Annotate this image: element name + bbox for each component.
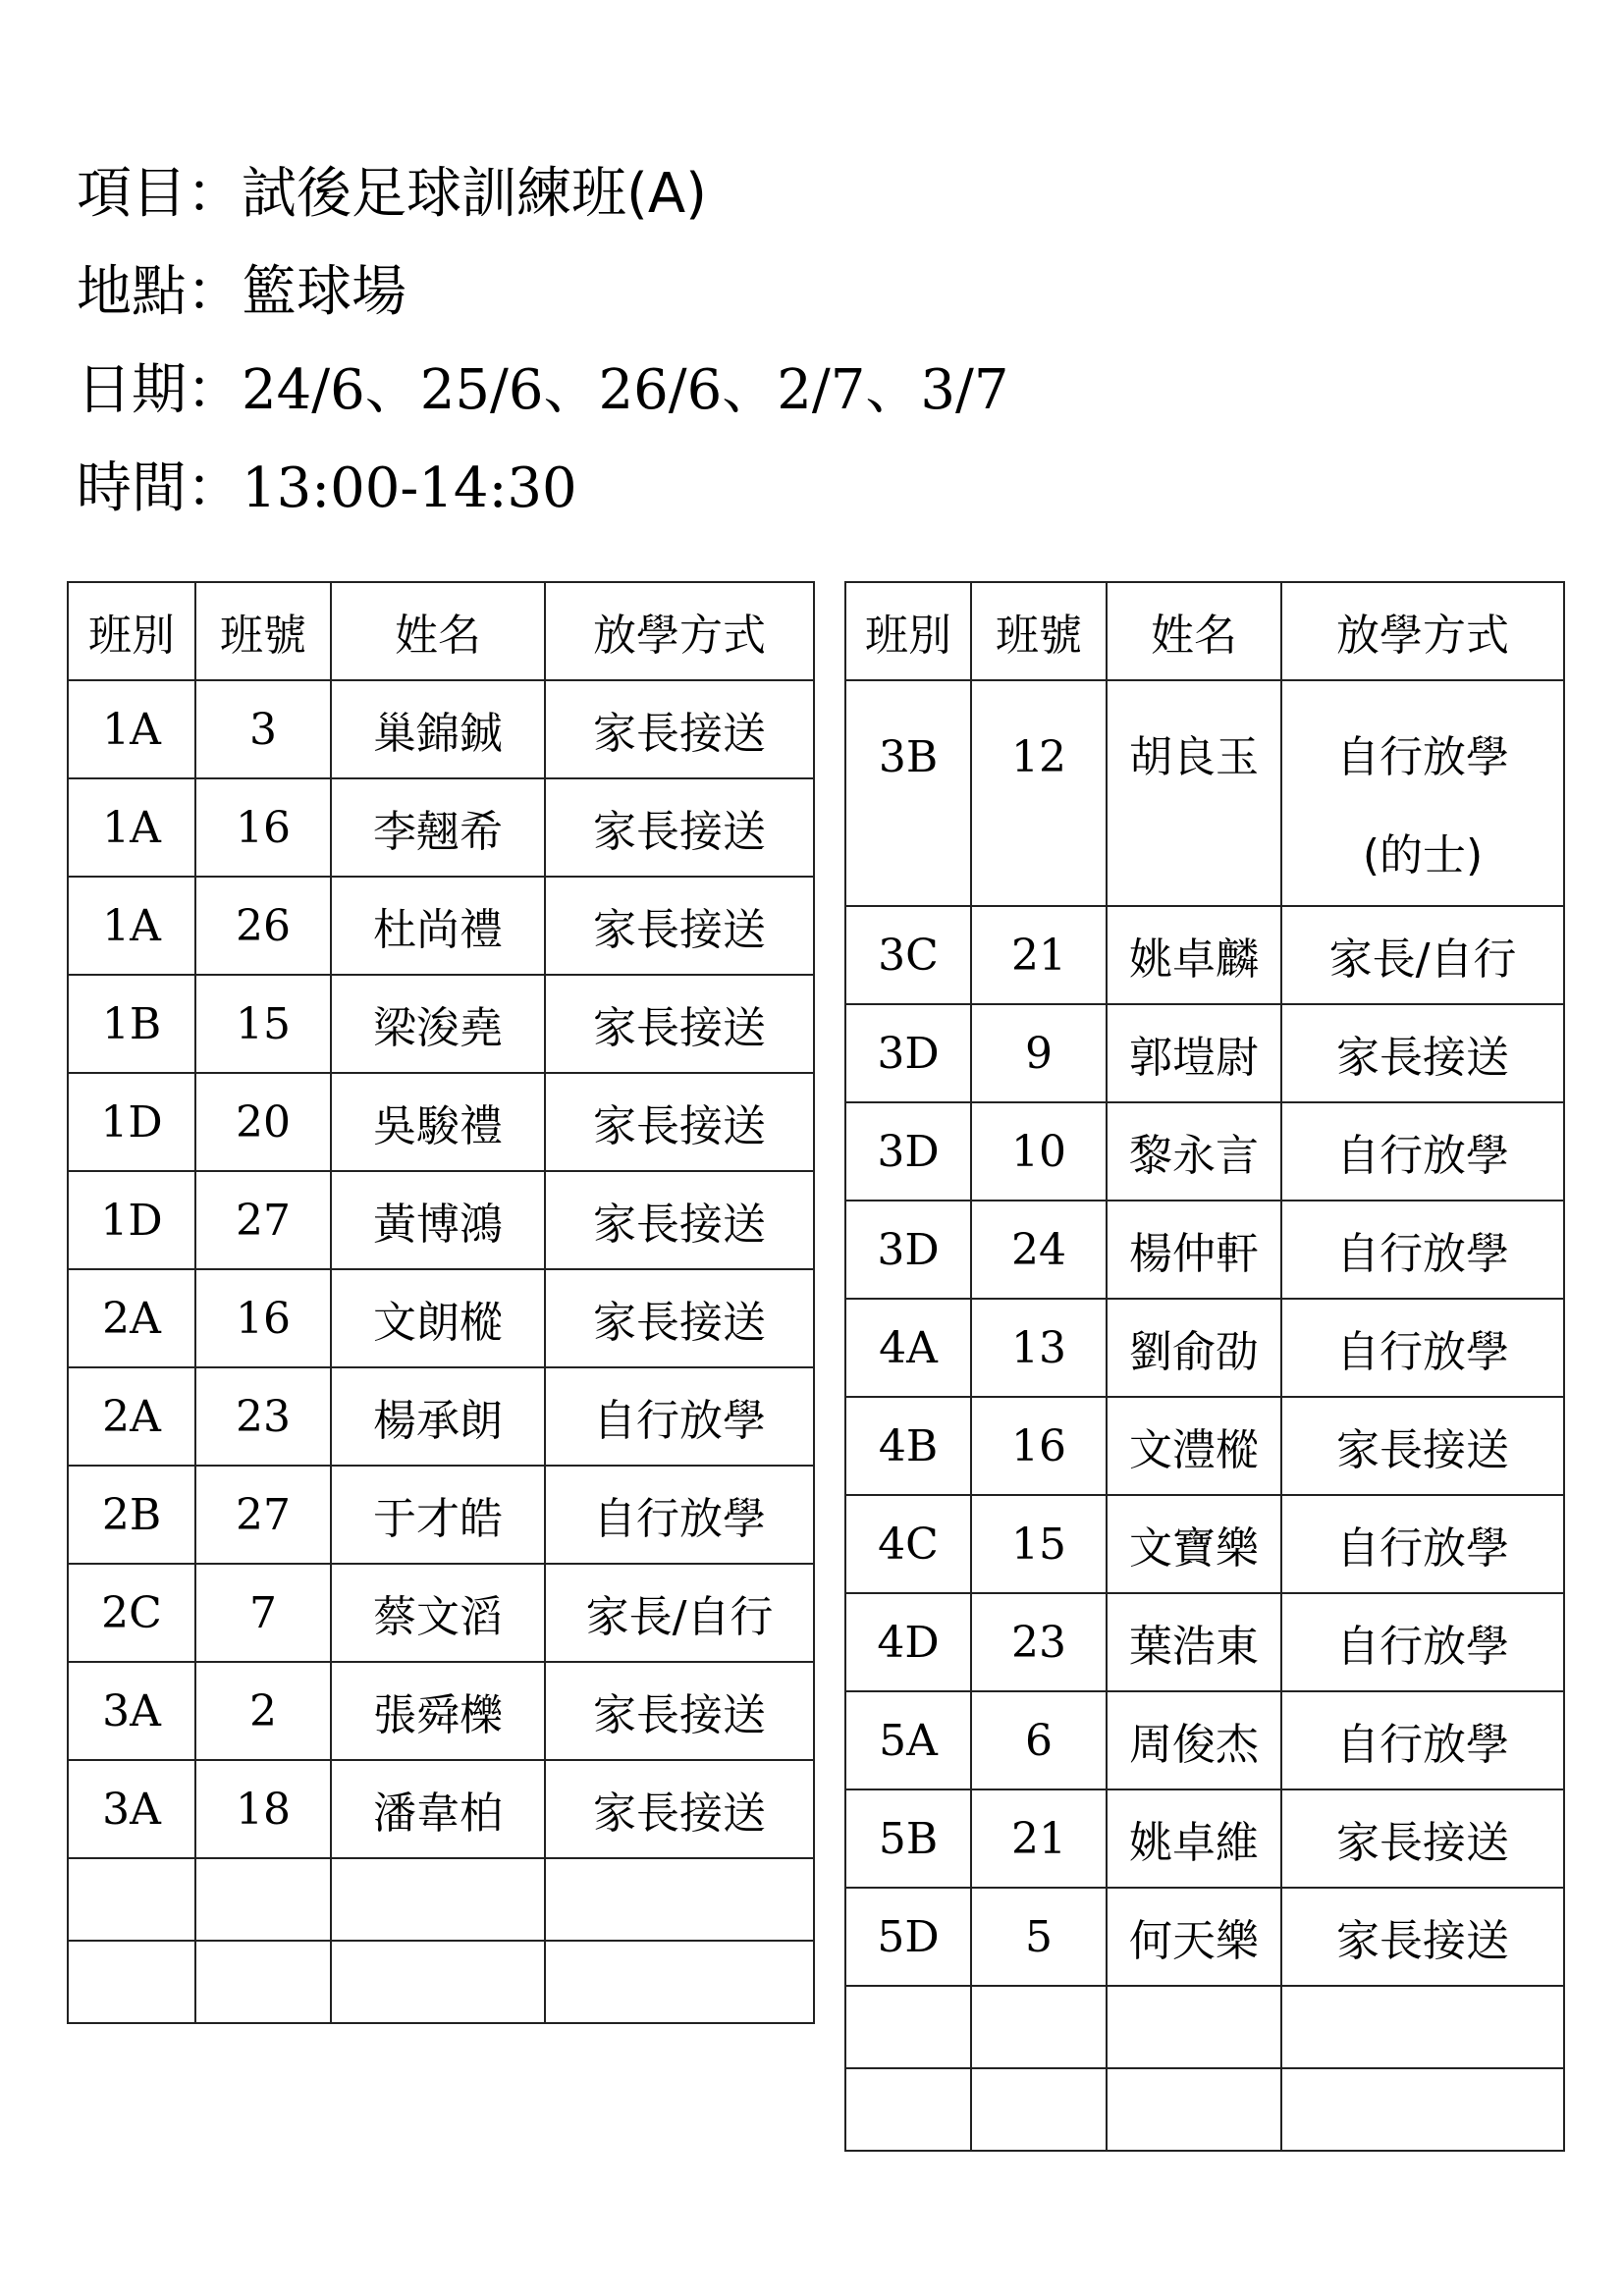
empty-cell <box>195 1941 331 2023</box>
empty-cell <box>68 1858 195 1941</box>
header-dismissal-text: 放學方式 <box>1336 611 1509 661</box>
class-cell-text: 5D <box>877 1911 940 1962</box>
name-cell <box>331 778 545 877</box>
header-class <box>845 582 971 680</box>
name-cell <box>331 1269 545 1367</box>
class-cell <box>68 1073 195 1171</box>
number-cell-text: 15 <box>236 998 291 1049</box>
number-cell-text: 21 <box>1011 1813 1066 1864</box>
name-cell-text: 文寶樂 <box>1129 1523 1259 1574</box>
name-cell <box>1107 1004 1281 1102</box>
header-number <box>195 582 331 680</box>
number-cell <box>971 1789 1107 1888</box>
number-cell <box>195 877 331 975</box>
project-separator: ： <box>187 162 242 226</box>
table-row <box>68 975 814 1073</box>
dismissal-cell <box>545 1564 814 1662</box>
dismissal-cell <box>545 975 814 1073</box>
number-cell-text: 13 <box>1011 1322 1066 1373</box>
class-cell-text: 2A <box>102 1293 161 1344</box>
table-row <box>845 906 1564 1004</box>
dismissal-cell <box>1281 1201 1564 1299</box>
dismissal-cell-text: 家長接送 <box>593 1003 766 1053</box>
time-line <box>77 440 1009 538</box>
class-cell-text: 4B <box>878 1420 939 1471</box>
number-cell-text: 9 <box>1025 1028 1053 1079</box>
class-cell <box>845 1102 971 1201</box>
table-row <box>68 1171 814 1269</box>
table-row <box>68 778 814 877</box>
number-cell-text: 18 <box>236 1784 291 1835</box>
class-cell <box>68 1269 195 1367</box>
class-cell-text: 2B <box>101 1489 162 1540</box>
dismissal-cell-text: 自行放學 <box>1336 732 1509 782</box>
number-cell-text: 7 <box>249 1587 277 1638</box>
name-cell-text: 胡良玉 <box>1129 732 1259 782</box>
dismissal-cell <box>545 1760 814 1858</box>
empty-cell <box>195 1858 331 1941</box>
table-row <box>845 1691 1564 1789</box>
dismissal-cell-text: 家長接送 <box>593 905 766 955</box>
number-cell-text: 15 <box>1011 1519 1066 1570</box>
name-cell-text: 黎永言 <box>1129 1131 1259 1181</box>
dismissal-cell-text: 家長/自行 <box>1328 934 1517 985</box>
empty-cell <box>331 1941 545 2023</box>
dismissal-cell <box>1281 1888 1564 1986</box>
dismissal-cell <box>1281 680 1564 906</box>
name-cell <box>331 1367 545 1466</box>
date-line <box>77 342 1009 440</box>
dismissal-cell-text: 家長接送 <box>1336 1425 1509 1475</box>
table-header-row <box>845 582 1564 680</box>
number-cell <box>971 906 1107 1004</box>
class-cell-text: 3D <box>877 1126 940 1177</box>
dismissal-cell <box>1281 1397 1564 1495</box>
name-cell <box>1107 906 1281 1004</box>
dismissal-cell-text: 家長接送 <box>593 1789 766 1839</box>
dismissal-cell-text: 自行放學 <box>1336 1523 1509 1574</box>
dismissal-cell <box>545 680 814 778</box>
class-cell <box>68 1171 195 1269</box>
number-cell-text: 16 <box>236 1293 291 1344</box>
table-row <box>845 1102 1564 1201</box>
name-cell <box>1107 680 1281 906</box>
empty-cell <box>971 2068 1107 2151</box>
dismissal-cell-text: 自行放學 <box>1336 1622 1509 1672</box>
header-name-text: 姓名 <box>1151 611 1237 661</box>
header-number-text: 班號 <box>220 611 306 661</box>
class-cell <box>845 1593 971 1691</box>
name-cell <box>331 1564 545 1662</box>
number-cell <box>195 778 331 877</box>
class-cell-text: 3A <box>102 1784 161 1835</box>
empty-cell <box>1281 1986 1564 2068</box>
name-cell-text: 姚卓麟 <box>1129 934 1259 985</box>
name-cell-text: 周俊杰 <box>1129 1720 1259 1770</box>
number-cell <box>971 1004 1107 1102</box>
table-row <box>68 1466 814 1564</box>
table-row <box>68 1564 814 1662</box>
dismissal-cell-text: 家長接送 <box>593 709 766 759</box>
class-cell-text: 3B <box>878 732 939 782</box>
dismissal-cell-text: 家長/自行 <box>585 1592 774 1642</box>
class-cell <box>68 1564 195 1662</box>
header-class <box>68 582 195 680</box>
table-row <box>845 1299 1564 1397</box>
number-cell <box>971 1495 1107 1593</box>
empty-cell <box>545 1858 814 1941</box>
class-cell-text: 4A <box>879 1322 938 1373</box>
empty-cell <box>68 1941 195 2023</box>
table-row <box>68 877 814 975</box>
name-cell <box>331 680 545 778</box>
header-name <box>331 582 545 680</box>
number-cell <box>971 1593 1107 1691</box>
table-row <box>845 1593 1564 1691</box>
dismissal-cell-text: 家長接送 <box>1336 1033 1509 1083</box>
header-dismissal-text: 放學方式 <box>593 611 766 661</box>
class-cell-text: 1A <box>102 802 161 853</box>
date-separator: ： <box>187 358 242 422</box>
table-row <box>845 680 1564 906</box>
name-cell-text: 于才皓 <box>373 1494 503 1544</box>
dismissal-cell <box>545 1269 814 1367</box>
dismissal-cell-text: 家長接送 <box>593 1200 766 1250</box>
number-cell <box>195 680 331 778</box>
dismissal-note: (的士) <box>1362 830 1484 881</box>
number-cell-text: 23 <box>1011 1617 1066 1668</box>
number-cell <box>971 1201 1107 1299</box>
class-cell-text: 2C <box>101 1587 162 1638</box>
table-row <box>845 1888 1564 1986</box>
dismissal-cell <box>545 778 814 877</box>
number-cell-text: 10 <box>1011 1126 1066 1177</box>
number-cell-text: 23 <box>236 1391 291 1442</box>
name-cell <box>331 1073 545 1171</box>
class-cell <box>845 906 971 1004</box>
header-dismissal <box>545 582 814 680</box>
number-cell <box>195 975 331 1073</box>
name-cell <box>331 1466 545 1564</box>
name-cell <box>331 1662 545 1760</box>
name-cell-text: 李翹希 <box>373 807 503 857</box>
number-cell-text: 6 <box>1025 1715 1053 1766</box>
class-cell <box>68 877 195 975</box>
number-cell-text: 2 <box>249 1685 277 1736</box>
empty-cell <box>1107 2068 1281 2151</box>
header-name-text: 姓名 <box>395 611 481 661</box>
dismissal-cell <box>1281 1691 1564 1789</box>
number-cell <box>195 1171 331 1269</box>
number-cell-text: 21 <box>1011 930 1066 981</box>
header-class-text: 班別 <box>88 611 175 661</box>
empty-cell <box>1107 1986 1281 2068</box>
number-cell <box>195 1662 331 1760</box>
class-cell-text: 2A <box>102 1391 161 1442</box>
number-cell <box>971 1299 1107 1397</box>
class-cell <box>845 1004 971 1102</box>
name-cell <box>1107 1102 1281 1201</box>
class-cell-text: 1A <box>102 704 161 755</box>
name-cell-text: 巢錦鋮 <box>373 709 503 759</box>
dismissal-cell-text: 家長接送 <box>1336 1916 1509 1966</box>
table-row <box>68 1662 814 1760</box>
dismissal-cell <box>545 1171 814 1269</box>
header-number-text: 班號 <box>996 611 1082 661</box>
venue-label: 地點 <box>77 260 187 324</box>
dismissal-cell <box>545 1662 814 1760</box>
dismissal-cell <box>1281 1102 1564 1201</box>
class-cell-text: 1B <box>101 998 162 1049</box>
class-cell-text: 1A <box>102 900 161 951</box>
dismissal-cell-text: 家長接送 <box>593 807 766 857</box>
number-cell <box>195 1269 331 1367</box>
empty-cell <box>331 1858 545 1941</box>
name-cell-text: 姚卓維 <box>1129 1818 1259 1868</box>
name-cell-text: 葉浩東 <box>1129 1622 1259 1672</box>
date-value: 24/6、25/6、26/6、2/7、3/7 <box>242 358 1009 422</box>
empty-cell <box>845 2068 971 2151</box>
dismissal-cell <box>1281 1299 1564 1397</box>
project-line <box>77 145 1009 243</box>
name-cell-text: 楊仲軒 <box>1129 1229 1259 1279</box>
class-cell <box>68 1367 195 1466</box>
venue-line <box>77 243 1009 342</box>
empty-cell <box>971 1986 1107 2068</box>
name-cell <box>1107 1495 1281 1593</box>
dismissal-cell-text: 家長接送 <box>593 1690 766 1740</box>
dismissal-cell <box>1281 1495 1564 1593</box>
name-cell-text: 何天樂 <box>1129 1916 1259 1966</box>
number-cell-text: 16 <box>1011 1420 1066 1471</box>
name-cell <box>1107 1888 1281 1986</box>
name-cell-text: 郭塏尉 <box>1129 1033 1259 1083</box>
dismissal-cell <box>545 1466 814 1564</box>
empty-cell <box>845 1986 971 2068</box>
number-cell-text: 24 <box>1011 1224 1066 1275</box>
name-cell <box>1107 1789 1281 1888</box>
number-cell <box>971 1102 1107 1201</box>
header-class-text: 班別 <box>865 611 951 661</box>
class-cell-text: 5B <box>878 1813 939 1864</box>
project-value: 試後足球訓練班(A) <box>242 162 708 226</box>
class-cell <box>845 1299 971 1397</box>
student-table-right <box>844 581 1565 2152</box>
class-cell <box>845 1691 971 1789</box>
name-cell-text: 梁浚堯 <box>373 1003 503 1053</box>
name-cell <box>331 1171 545 1269</box>
name-cell <box>1107 1691 1281 1789</box>
number-cell <box>971 1397 1107 1495</box>
dismissal-cell <box>1281 1789 1564 1888</box>
venue-value: 籃球場 <box>242 260 406 324</box>
name-cell-text: 張舜櫟 <box>373 1690 503 1740</box>
class-cell-text: 1D <box>100 1195 163 1246</box>
name-cell-text: 文朗樅 <box>373 1298 503 1348</box>
number-cell <box>971 680 1107 906</box>
empty-row <box>68 1941 814 2023</box>
table-row <box>68 1073 814 1171</box>
venue-separator: ： <box>187 260 242 324</box>
dismissal-cell-text: 家長接送 <box>593 1101 766 1151</box>
empty-row <box>68 1858 814 1941</box>
dismissal-cell-text: 自行放學 <box>593 1494 766 1544</box>
dismissal-cell-text: 自行放學 <box>1336 1229 1509 1279</box>
dismissal-cell <box>1281 906 1564 1004</box>
dismissal-cell <box>545 1367 814 1466</box>
number-cell-text: 27 <box>236 1489 291 1540</box>
number-cell <box>195 1760 331 1858</box>
class-cell <box>68 1760 195 1858</box>
class-cell <box>845 1397 971 1495</box>
class-cell <box>68 1662 195 1760</box>
class-cell <box>68 975 195 1073</box>
time-label: 時間 <box>77 456 187 520</box>
dismissal-cell-text: 自行放學 <box>1336 1720 1509 1770</box>
class-cell-text: 4D <box>877 1617 940 1668</box>
table-row <box>845 1789 1564 1888</box>
time-separator: ： <box>187 456 242 520</box>
number-cell-text: 5 <box>1025 1911 1053 1962</box>
dismissal-cell <box>1281 1004 1564 1102</box>
dismissal-cell <box>545 1073 814 1171</box>
class-cell-text: 3C <box>878 930 939 981</box>
dismissal-cell <box>545 877 814 975</box>
dismissal-cell-text: 自行放學 <box>1336 1327 1509 1377</box>
dismissal-cell-text: 家長接送 <box>593 1298 766 1348</box>
number-cell-text: 20 <box>236 1096 291 1148</box>
empty-cell <box>1281 2068 1564 2151</box>
name-cell-text: 杜尚禮 <box>373 905 503 955</box>
table-row <box>845 1397 1564 1495</box>
number-cell <box>195 1367 331 1466</box>
class-cell <box>68 1466 195 1564</box>
name-cell-text: 吳駿禮 <box>373 1101 503 1151</box>
name-cell <box>1107 1201 1281 1299</box>
class-cell-text: 1D <box>100 1096 163 1148</box>
table-row <box>845 1495 1564 1593</box>
table-row <box>68 1367 814 1466</box>
name-cell-text: 潘韋柏 <box>373 1789 503 1839</box>
class-cell-text: 5A <box>879 1715 938 1766</box>
header-dismissal <box>1281 582 1564 680</box>
name-cell <box>1107 1299 1281 1397</box>
name-cell <box>1107 1593 1281 1691</box>
number-cell-text: 26 <box>236 900 291 951</box>
name-cell <box>331 1760 545 1858</box>
class-cell <box>845 1789 971 1888</box>
name-cell <box>331 877 545 975</box>
class-cell <box>845 1201 971 1299</box>
project-label: 項目 <box>77 162 187 226</box>
name-cell-text: 蔡文滔 <box>373 1592 503 1642</box>
number-cell-text: 16 <box>236 802 291 853</box>
empty-row <box>845 1986 1564 2068</box>
header-name <box>1107 582 1281 680</box>
class-cell <box>68 680 195 778</box>
name-cell-text: 楊承朗 <box>373 1396 503 1446</box>
table-row <box>68 1760 814 1858</box>
number-cell-text: 27 <box>236 1195 291 1246</box>
dismissal-cell-text: 自行放學 <box>593 1396 766 1446</box>
dismissal-cell-text: 自行放學 <box>1336 1131 1509 1181</box>
name-cell <box>1107 1397 1281 1495</box>
table-header-row <box>68 582 814 680</box>
number-cell-text: 12 <box>1011 732 1066 782</box>
document-header <box>77 145 1009 538</box>
name-cell-text: 黃博鴻 <box>373 1200 503 1250</box>
table-row <box>68 680 814 778</box>
number-cell <box>195 1073 331 1171</box>
date-label: 日期 <box>77 358 187 422</box>
dismissal-cell-text: 家長接送 <box>1336 1818 1509 1868</box>
class-cell-text: 3A <box>102 1685 161 1736</box>
number-cell <box>971 1888 1107 1986</box>
class-cell-text: 3D <box>877 1028 940 1079</box>
name-cell <box>331 975 545 1073</box>
header-number <box>971 582 1107 680</box>
number-cell <box>195 1564 331 1662</box>
empty-cell <box>545 1941 814 2023</box>
number-cell <box>971 1691 1107 1789</box>
class-cell <box>845 1888 971 1986</box>
name-cell-text: 劉俞劭 <box>1129 1327 1259 1377</box>
empty-row <box>845 2068 1564 2151</box>
student-table-left <box>67 581 815 2024</box>
table-row <box>845 1201 1564 1299</box>
class-cell-text: 3D <box>877 1224 940 1275</box>
number-cell-text: 3 <box>249 704 277 755</box>
time-value: 13:00-14:30 <box>242 456 577 520</box>
name-cell-text: 文澧樅 <box>1129 1425 1259 1475</box>
table-row <box>68 1269 814 1367</box>
table-row <box>845 1004 1564 1102</box>
dismissal-cell <box>1281 1593 1564 1691</box>
number-cell <box>195 1466 331 1564</box>
class-cell <box>845 680 971 906</box>
class-cell <box>68 778 195 877</box>
class-cell-text: 4C <box>878 1519 939 1570</box>
class-cell <box>845 1495 971 1593</box>
